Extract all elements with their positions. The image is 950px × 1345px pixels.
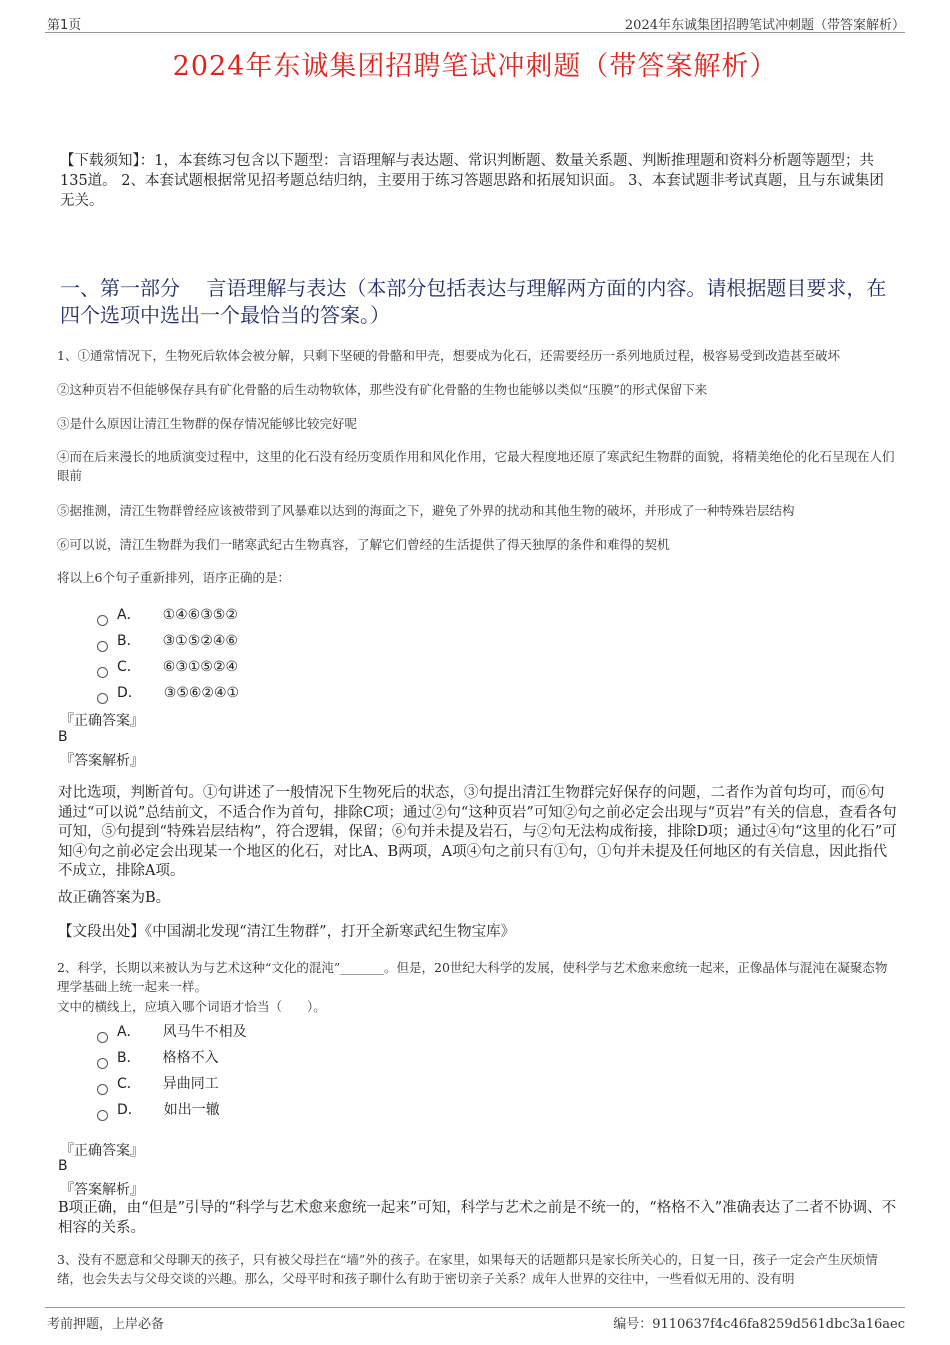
q2-answer: B	[58, 1158, 68, 1174]
radio-button-icon[interactable]	[97, 1032, 108, 1043]
q1-sentence-3: ③是什么原因让清江生物群的保存情况能够比较完好呢	[57, 416, 358, 431]
radio-button-icon[interactable]	[97, 615, 108, 626]
footer-divider	[45, 1307, 905, 1308]
footer-slogan: 考前押题，上岸必备	[47, 1317, 165, 1332]
header-divider	[45, 32, 905, 33]
radio-button-icon[interactable]	[97, 1058, 108, 1069]
q1-sentence-4: ④而在后来漫长的地质演变过程中，这里的化石没有经历变质作用和风化作用，它最大程度地还原了寒武纪生物群的面貌，将精美绝伦的化石呈现在人们眼前	[57, 449, 895, 483]
q1-option-a[interactable]: A． ①④⑥③⑤②	[97, 604, 238, 624]
page-number: 第1页	[47, 18, 82, 33]
page-title: 2024年东诚集团招聘笔试冲刺题（带答案解析）	[172, 51, 778, 82]
q2-option-b[interactable]: B． 格格不入	[97, 1047, 219, 1067]
q1-conclusion: 故正确答案为B。	[58, 890, 171, 906]
q1-option-d[interactable]: D． ③⑤⑥②④①	[97, 682, 239, 702]
q1-answer: B	[58, 729, 68, 745]
q1-answer-label: 『正确答案』	[60, 713, 144, 729]
radio-button-icon[interactable]	[97, 693, 108, 704]
radio-button-icon[interactable]	[97, 667, 108, 678]
q1-option-c[interactable]: C． ⑥③①⑤②④	[97, 656, 238, 676]
q1-analysis: 对比选项，判断首句。①句讲述了一般情况下生物死后的状态，③句提出清江生物群完好保存的问题，二者作为首句均可，而⑥句通过“可以说”总结前文，不适合作为首句，排除C项；通过②句“这种页岩”可知②句之前必定会出现与“页岩”有关的信息，查看各句可知，⑤句提到“特殊岩层结构”，符合逻辑，保留；⑥句并未提及岩石，与②句无法构成衔接，排除D项；通过④句“这里的化石”可知④句之前必定会出现某一个地区的化石，对比A、B两项，A项④句之前只有①句，①句并未提及任何地区的有关信息，因此指代不成立，排除A项。	[58, 785, 897, 879]
header-doc-title: 2024年东诚集团招聘笔试冲刺题（带答案解析）	[624, 18, 905, 33]
q2-analysis: B项正确，由“但是”引导的“科学与艺术愈来愈统一起来”可知，科学与艺术之前是不统一的，“格格不入”准确表达了二者不协调、不相容的关系。	[58, 1200, 897, 1236]
q1-analysis-label: 『答案解析』	[60, 753, 144, 769]
q3-stem: 3、没有不愿意和父母聊天的孩子，只有被父母拦在“墙”外的孩子。在家里，如果每天的话题都只是家长所关心的，日复一日，孩子一定会产生厌烦情绪，也会失去与父母交谈的兴趣。那么，父母平时和孩子聊什么有助于密切亲子关系？成年人世界的交往中，一些看似无用的、没有明	[57, 1252, 878, 1286]
download-notice: 【下载须知】：1，本套练习包含以下题型：言语理解与表达题、常识判断题、数量关系题、判断推理题和资料分析题等题型；共135道。 2、本套试题根据常见招考题总结归纳，主要用于练习答题思路和拓展知识面。 3、本套试题非考试真题，且与东诚集团无关。	[60, 153, 884, 209]
q2-stem: 2、科学，长期以来被认为与艺术这种“文化的混沌”_______。但是，20世纪大科学的发展，使科学与艺术愈来愈统一起来，正像晶体与混沌在凝聚态物理学基础上统一起来一样。	[57, 960, 888, 994]
section-title: 一、第一部分 言语理解与表达（本部分包括表达与理解两方面的内容。请根据题目要求，在四个选项中选出一个最恰当的答案。）	[60, 276, 887, 327]
footer-code: 编号：9110637f4c46fa8259d561dbc3a16aec	[613, 1317, 905, 1332]
q1-source: 【文段出处】《中国湖北发现“清江生物群”，打开全新寒武纪生物宝库》	[58, 924, 516, 940]
q2-answer-label: 『正确答案』	[60, 1143, 144, 1159]
q2-option-c[interactable]: C． 异曲同工	[97, 1073, 219, 1093]
radio-button-icon[interactable]	[97, 641, 108, 652]
q2-option-d[interactable]: D． 如出一辙	[97, 1099, 220, 1119]
q1-option-b[interactable]: B． ③①⑤②④⑥	[97, 630, 238, 650]
q1-sentence-1: 1、①通常情况下，生物死后软体会被分解，只剩下坚硬的骨骼和甲壳，想要成为化石，还需要经历一系列地质过程，极容易受到改造甚至破坏	[57, 348, 840, 363]
q1-sentence-5: ⑤据推测，清江生物群曾经应该被带到了风暴难以达到的海面之下，避免了外界的扰动和其他生物的破坏，并形成了一种特殊岩层结构	[57, 503, 795, 518]
q2-prompt: 文中的横线上，应填入哪个词语才恰当（ ）。	[57, 999, 326, 1014]
q1-prompt: 将以上6个句子重新排列，语序正确的是：	[57, 570, 290, 585]
q2-analysis-label: 『答案解析』	[60, 1182, 144, 1198]
radio-button-icon[interactable]	[97, 1084, 108, 1095]
q2-option-a[interactable]: A． 风马牛不相及	[97, 1021, 247, 1041]
q1-sentence-6: ⑥可以说，清江生物群为我们一睹寒武纪古生物真容，了解它们曾经的生活提供了得天独厚的条件和难得的契机	[57, 537, 670, 552]
q1-sentence-2: ②这种页岩不但能够保存具有矿化骨骼的后生动物软体，那些没有矿化骨骼的生物也能够以类似“压膜”的形式保留下来	[57, 382, 708, 397]
radio-button-icon[interactable]	[97, 1110, 108, 1121]
